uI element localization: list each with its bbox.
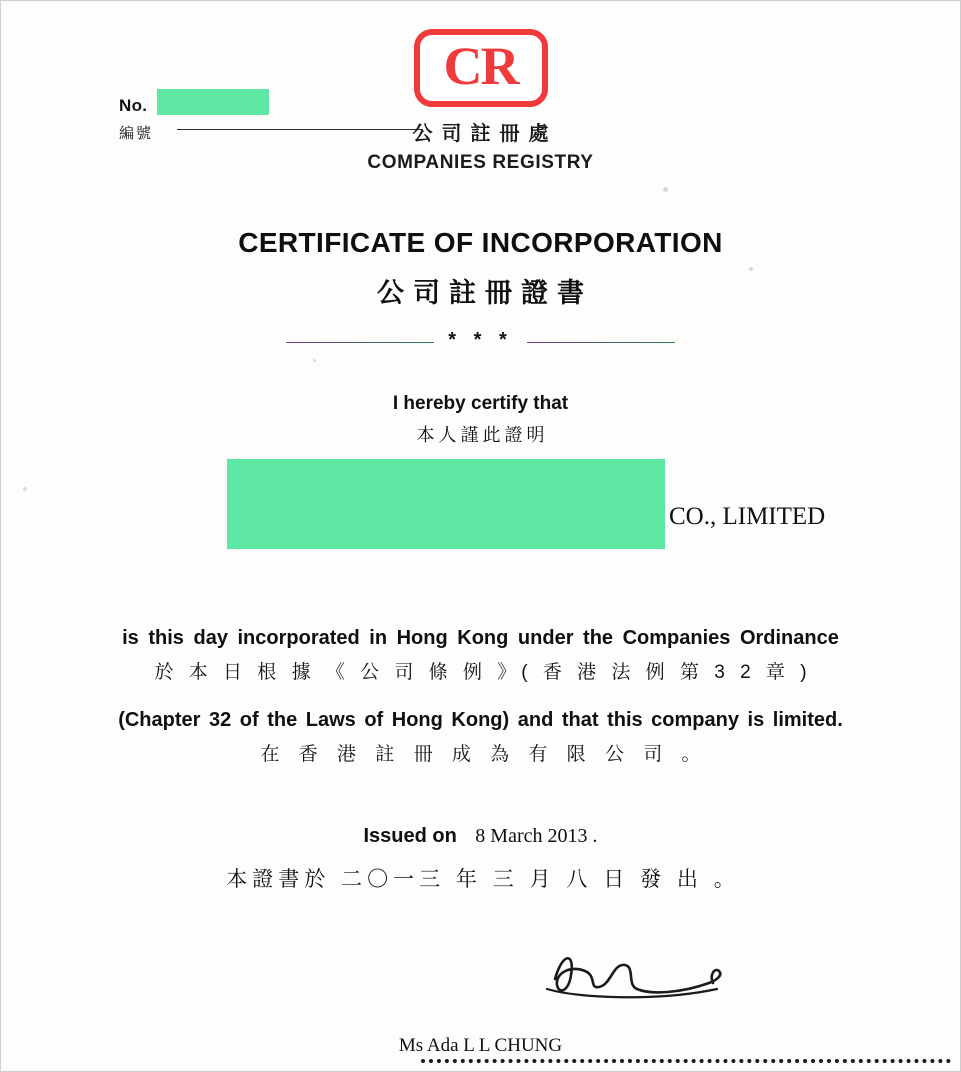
issued-label: Issued on xyxy=(363,825,457,847)
cr-mark-icon xyxy=(414,29,548,107)
company-name-row xyxy=(227,459,825,549)
scan-speck xyxy=(313,359,316,362)
body-line1-en: is this day incorporated in Hong Kong under the Companies Ordinance xyxy=(122,627,839,649)
scan-speck xyxy=(23,487,27,491)
divider-stars: * * * xyxy=(448,329,513,351)
company-name-redaction xyxy=(227,459,665,549)
body-line2-zh: 在 香 港 註 冊 成 為 有 限 公 司 。 xyxy=(260,744,708,765)
company-name-suffix: CO., LIMITED xyxy=(669,503,826,530)
certify-statement-zh: 本人謹此證明 xyxy=(416,425,549,445)
certificate-title-zh: 公司註冊證書 xyxy=(377,278,593,308)
registry-name-en: COMPANIES REGISTRY xyxy=(367,152,594,173)
issue-date-zh: 本證書於 二〇一三 年 三 月 八 日 發 出 。 xyxy=(226,868,740,891)
issue-date-row xyxy=(1,825,960,848)
issued-date: 8 March 2013 . xyxy=(475,825,598,847)
scan-speck xyxy=(663,187,668,192)
body-line2-en: (Chapter 32 of the Laws of Hong Kong) and that this company is limited. xyxy=(118,709,843,731)
divider-rule-right xyxy=(527,342,675,344)
companies-registry-logo xyxy=(1,29,960,174)
divider-rule-left xyxy=(286,342,434,344)
signature-icon xyxy=(541,945,761,1015)
registry-name-zh: 公司註冊處 xyxy=(412,123,558,145)
signature-dotted-line xyxy=(421,1059,951,1063)
certify-statement-en: I hereby certify that xyxy=(392,393,569,414)
number-label-zh: 編號 xyxy=(119,125,154,142)
body-line1-zh: 於 本 日 根 據 《 公 司 條 例 》( 香 港 法 例 第 3 2 章 ) xyxy=(154,662,812,683)
signer-name: Ms Ada L L CHUNG xyxy=(398,1035,563,1056)
number-label-en: No. xyxy=(119,96,148,115)
decorative-divider xyxy=(1,331,960,354)
certificate-title-en: CERTIFICATE OF INCORPORATION xyxy=(238,227,723,258)
cr-mark-text: CR xyxy=(443,36,518,96)
